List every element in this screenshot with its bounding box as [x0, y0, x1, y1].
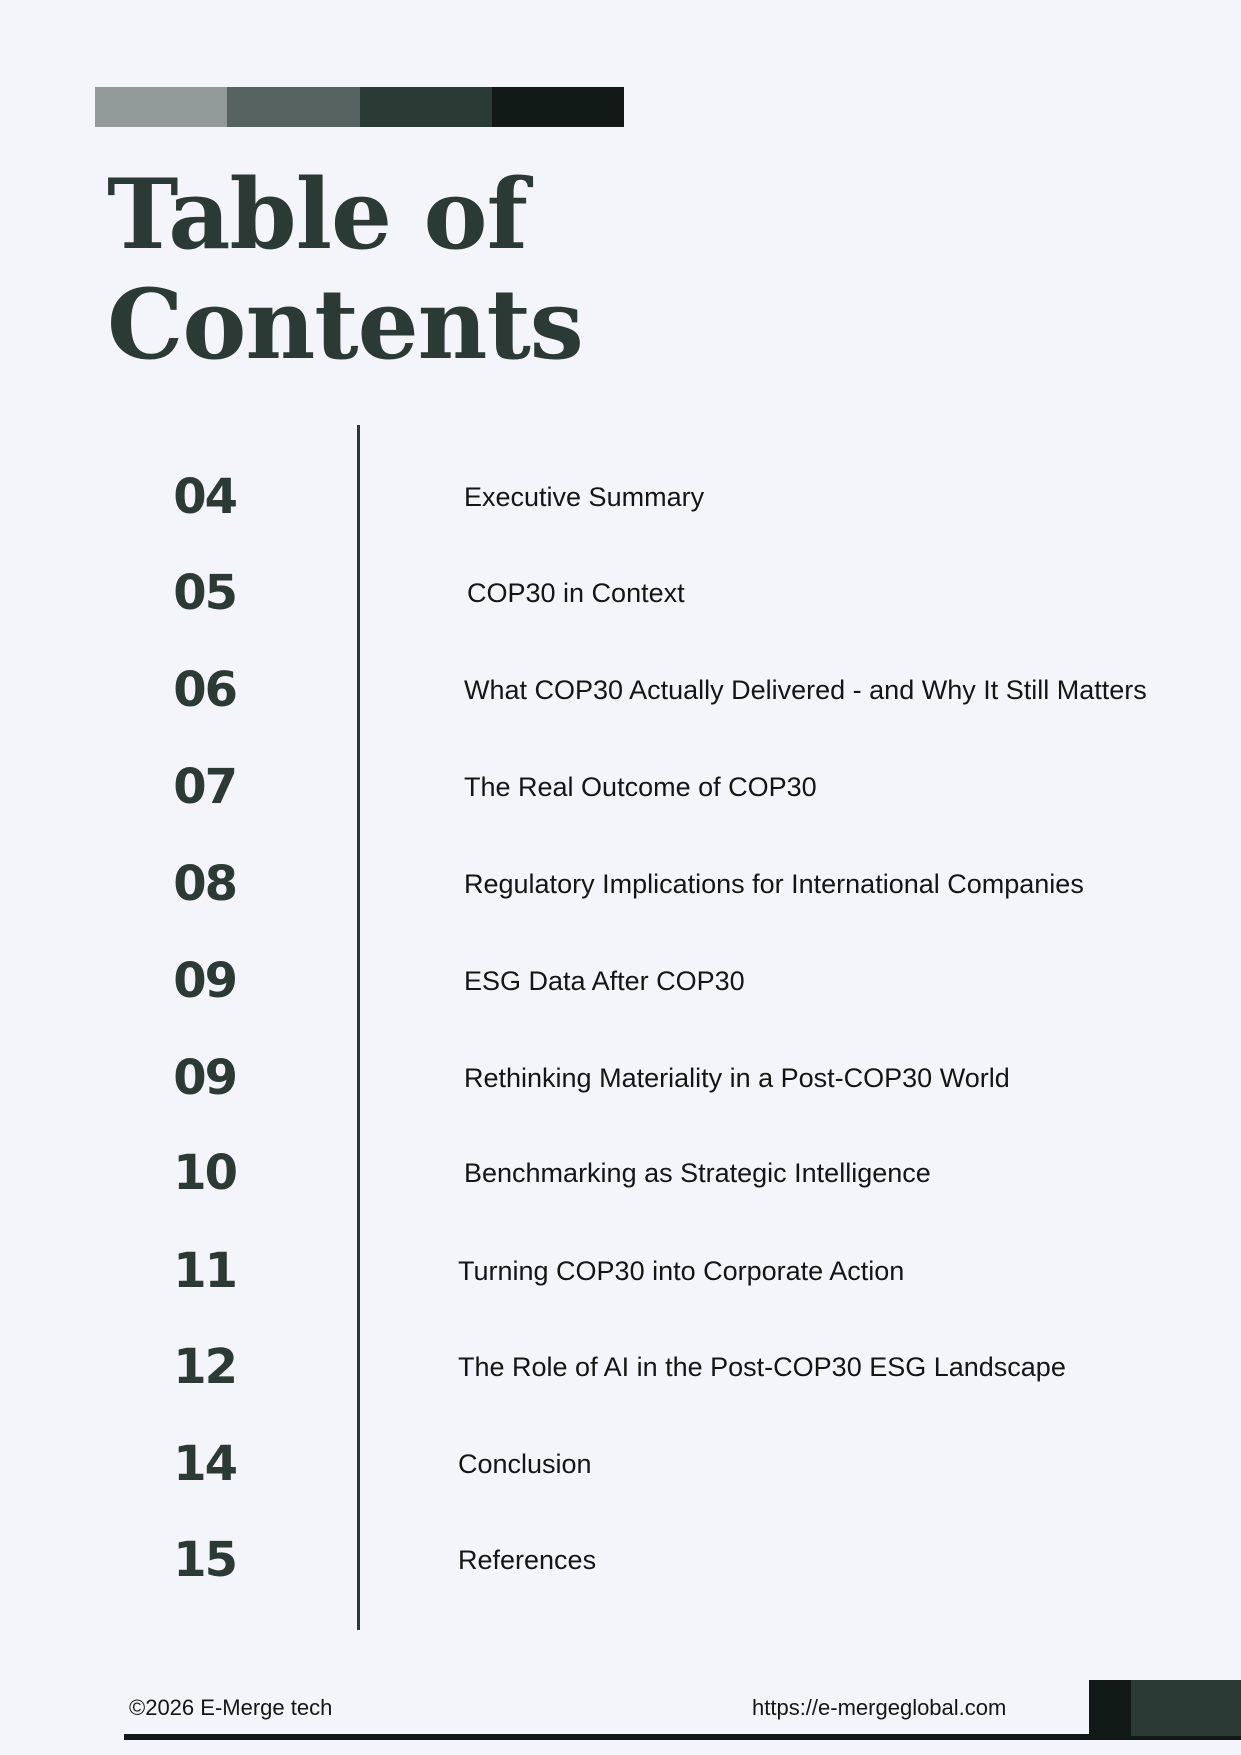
- footer-rule: [124, 1734, 1241, 1740]
- footer-corner-block-dark: [1089, 1680, 1131, 1736]
- toc-entry-title: Regulatory Implications for International Companies: [464, 869, 1084, 899]
- toc-entry-title: Benchmarking as Strategic Intelligence: [464, 1158, 931, 1188]
- toc-page-number: 12: [173, 1339, 236, 1395]
- toc-entry-title: ESG Data After COP30: [464, 966, 745, 996]
- color-strip-segment-2: [227, 87, 359, 127]
- toc-page-number: 14: [173, 1436, 236, 1492]
- toc-entry-esg-data[interactable]: [0, 951, 1241, 1011]
- page-title-line-1: Table of: [107, 158, 527, 271]
- toc-page-number: 04: [173, 469, 236, 525]
- toc-entry-role-of-ai[interactable]: [0, 1337, 1241, 1397]
- toc-entry-title: Rethinking Materiality in a Post-COP30 World: [464, 1063, 1010, 1093]
- toc-entry-title: What COP30 Actually Delivered - and Why It Still Matters: [464, 675, 1147, 705]
- toc-page-number: 09: [173, 953, 236, 1009]
- page-title: [107, 160, 583, 380]
- toc-entry-title: Conclusion: [458, 1449, 592, 1479]
- toc-page-number: 08: [173, 856, 236, 912]
- color-strip-segment-3: [360, 87, 492, 127]
- toc-entry-what-cop30-delivered[interactable]: [0, 660, 1241, 720]
- toc-entry-title: References: [458, 1545, 597, 1575]
- toc-entry-executive-summary[interactable]: [0, 467, 1241, 527]
- toc-entry-title: The Real Outcome of COP30: [464, 772, 817, 802]
- toc-entry-benchmarking[interactable]: [0, 1143, 1241, 1203]
- toc-entry-references[interactable]: [0, 1530, 1241, 1590]
- toc-entry-conclusion[interactable]: [0, 1434, 1241, 1494]
- toc-entry-corporate-action[interactable]: [0, 1241, 1241, 1301]
- page-title-line-2: Contents: [107, 268, 583, 381]
- footer-website-link[interactable]: https://e-mergeglobal.com: [752, 1695, 1007, 1720]
- toc-page-number: 05: [173, 565, 236, 621]
- toc-entry-title: Turning COP30 into Corporate Action: [458, 1256, 905, 1286]
- toc-page-number: 07: [173, 759, 236, 815]
- toc-page-number: 10: [173, 1145, 236, 1201]
- toc-entry-regulatory-implications[interactable]: [0, 854, 1241, 914]
- toc-page-number: 11: [173, 1243, 236, 1299]
- color-strip-segment-4: [492, 87, 624, 127]
- toc-entry-real-outcome[interactable]: [0, 757, 1241, 817]
- toc-entry-cop30-in-context[interactable]: [0, 563, 1241, 623]
- toc-entry-title: The Role of AI in the Post-COP30 ESG Landscape: [458, 1352, 1066, 1382]
- color-strip-segment-1: [95, 87, 227, 127]
- toc-entry-title: COP30 in Context: [467, 578, 685, 608]
- footer-copyright: ©2026 E-Merge tech: [129, 1695, 333, 1720]
- toc-entry-rethinking-materiality[interactable]: [0, 1048, 1241, 1108]
- toc-entry-title: Executive Summary: [464, 482, 705, 512]
- toc-page-number: 06: [173, 662, 236, 718]
- toc-page-number: 15: [173, 1532, 236, 1588]
- footer-corner-block: [1131, 1680, 1241, 1736]
- header-color-strip: [95, 87, 624, 127]
- toc-page-number: 09: [173, 1050, 236, 1106]
